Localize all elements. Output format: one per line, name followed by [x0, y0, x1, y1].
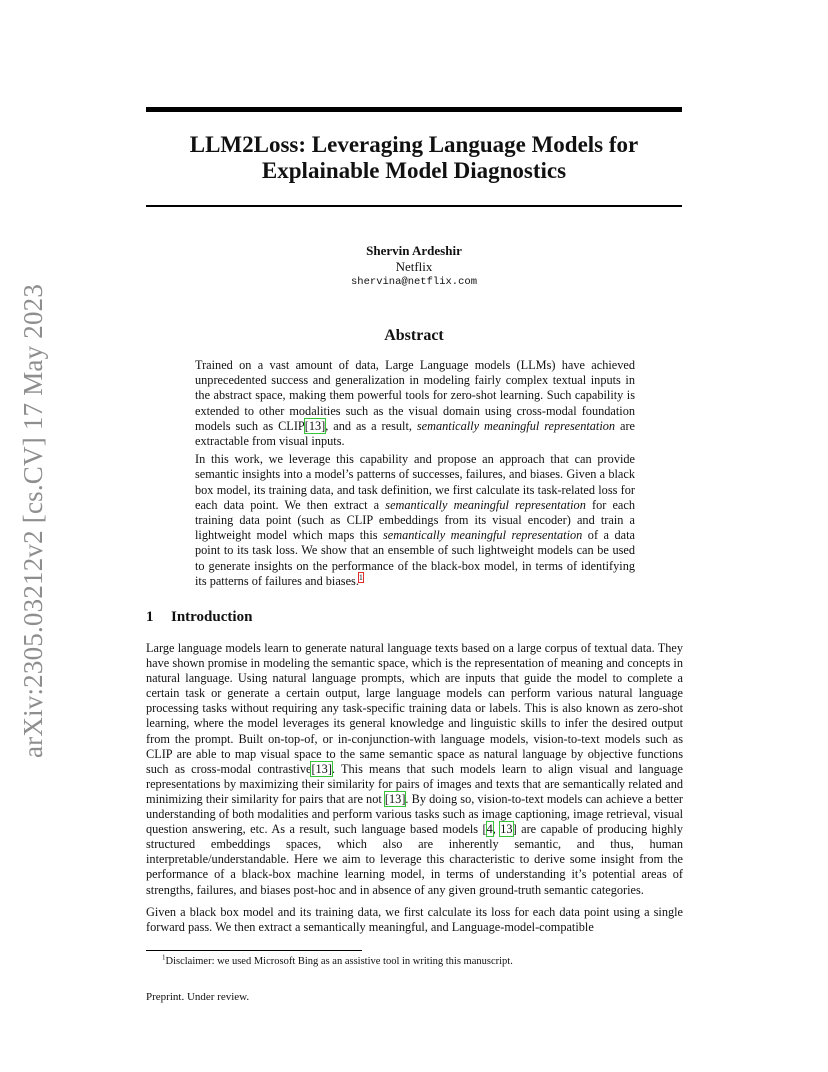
- paper-title: [146, 132, 682, 184]
- abstract-p2-text-c: of a data point to its task loss. We show that an ensemble of such lightweight models can be used to generate insights on the performance of the black-box model, in terms of identifying its patterns of failures and biases.: [195, 528, 635, 588]
- intro-paragraph-1: [146, 641, 683, 898]
- abstract-paragraph-1: [195, 358, 635, 449]
- footnote-reference-link[interactable]: 1: [358, 572, 363, 582]
- abstract-p2-emphasis-1: semantically meaningful representation: [385, 497, 586, 512]
- paper-title-line-1: LLM2Loss: Leveraging Language Models for: [189, 132, 639, 157]
- citation-link[interactable]: [13]: [384, 791, 406, 806]
- footnote-mark: 1: [162, 953, 166, 962]
- footnote-text: Disclaimer: we used Microsoft Bing as an assistive tool in writing this manuscript.: [165, 956, 513, 967]
- author-affiliation: Netflix: [395, 259, 433, 274]
- section-heading-introduction: [146, 608, 682, 626]
- abstract-p1-emphasis: semantically meaningful representation: [416, 418, 616, 433]
- section-title: Introduction: [171, 609, 253, 625]
- abstract-paragraph-2: [195, 452, 635, 589]
- citation-link[interactable]: [13]: [311, 761, 332, 776]
- introduction-body: [146, 641, 683, 935]
- citation-link[interactable]: [13]: [304, 418, 326, 433]
- arxiv-identifier-stamp: arXiv:2305.03212v2 [cs.CV] 17 May 2023: [18, 283, 48, 758]
- intro-p1-text-e: ] are capable of producing highly structured embeddings spaces, which also are inherently semantic, and thus, human interpretable/understandable. Here we aim to leverage this characteristic to derive some insight from the performance of a black-box machine learning model, in terms of understanding it’s potential areas of strengths, failures, and biases post-hoc and in absence of any given ground-truth semantic categories.: [146, 822, 683, 897]
- section-number: 1: [146, 609, 154, 625]
- intro-p1-text-d: ,: [492, 822, 501, 837]
- preprint-notice: Preprint. Under review.: [146, 991, 250, 1003]
- footnote: [146, 955, 682, 968]
- author-block: [146, 243, 682, 290]
- citation-link[interactable]: 13: [500, 822, 513, 837]
- intro-paragraph-2: Given a black box model and its training data, we first calculate its loss for each data point using a single forward pass. We then extract a semantically meaningful, and Language-model-compatible: [146, 904, 683, 934]
- abstract-p1-text-a: Trained on a vast amount of data, Large Language models (LLMs) have achieved unprecedented success and generalization in modeling fairly complex textual inputs in the abstract space, making them powerful tools for zero-shot learning. Such capability is extended to other modalities such as the visual domain using cross-modal foundation models such as CLIP: [195, 358, 635, 433]
- abstract-p2-emphasis-2: semantically meaningful representation: [383, 528, 583, 543]
- abstract-heading: Abstract: [384, 327, 444, 344]
- citation-link[interactable]: 4: [486, 822, 493, 837]
- abstract-p1-text-b: , and as a result,: [325, 418, 417, 433]
- author-email: shervina@netflix.com: [350, 276, 478, 288]
- title-top-rule: [146, 107, 682, 112]
- footnote-rule: [146, 950, 362, 951]
- author-name: Shervin Ardeshir: [366, 243, 462, 258]
- paper-title-line-2: Explainable Model Diagnostics: [261, 158, 567, 183]
- abstract-p2-text-b: for each training data point (such as CLIP embeddings from its visual encoder) and train a lightweight model which maps this: [195, 497, 635, 543]
- title-bottom-rule: [146, 205, 682, 207]
- intro-p1-text-a: Large language models learn to generate natural language texts based on a large corpus of textual data. They have shown promise in modeling the semantic space, which is the representation of meaning and concepts in natural language. Using natural language prompts, which are inputs that guide the model to complete a certain task or generate a certain output, large language models can perform various natural language processing tasks without requiring any task-specific training data or labels. This is also known as zero-shot learning, where the model leverages its general knowledge and linguistic skills to infer the desired output from the prompt. Built on-top-of, or in-conjunction-with language models, vision-to-text models such as CLIP are able to map visual space to the same semantic space as natural language by objective functions such as cross-modal contrastive: [146, 641, 683, 776]
- intro-p1-text-b: . This means that such models learn to align visual and language representations by maximizing their similarity for pairs of images and texts that are semantically related and minimizing their similarity for pairs that are not: [146, 761, 683, 806]
- abstract-p2-text-a: In this work, we leverage this capability and propose an approach that can provide semantic insights into a model’s patterns of successes, failures, and biases. Given a black box model, its training data, and task definition, we first calculate its task-related loss for each data point. We then extract a: [195, 452, 635, 512]
- intro-p1-text-c: . By doing so, vision-to-text models can achieve a better understanding of both modalities and perform various tasks such as image captioning, image retrieval, visual question answering, etc. As a result, such language based models [: [146, 791, 683, 837]
- abstract-body: [195, 358, 635, 589]
- abstract-p1-text-c: are extractable from visual inputs.: [195, 418, 635, 449]
